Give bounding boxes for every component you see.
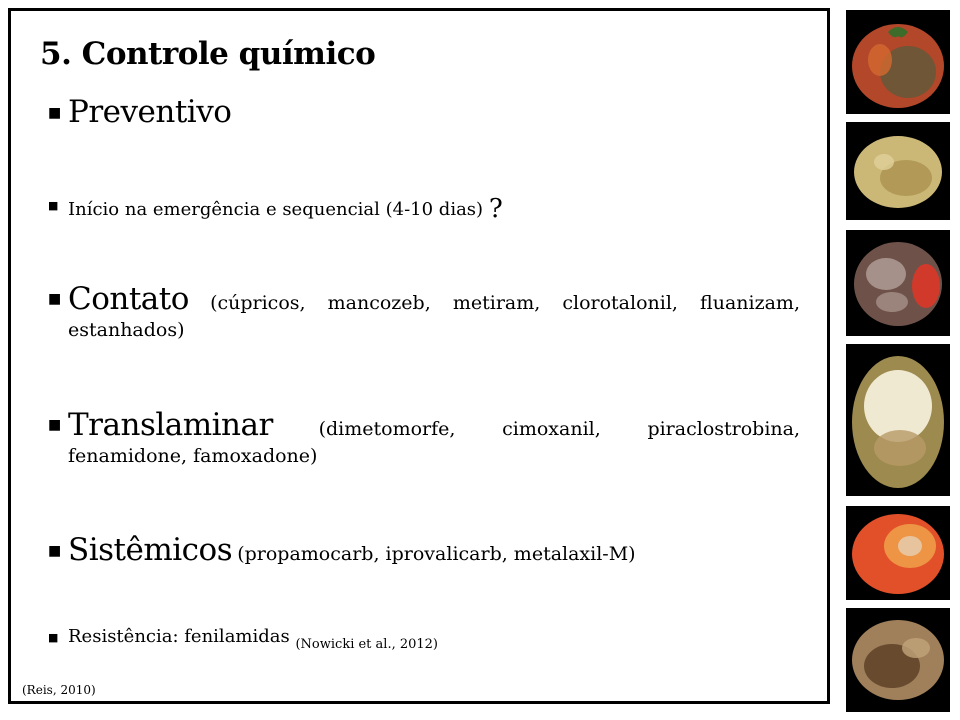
potato-lesion-photo xyxy=(846,344,950,496)
bullet-label xyxy=(68,280,800,343)
bullet-label xyxy=(68,406,800,469)
bullet-translaminar xyxy=(48,406,800,469)
contato-list: (cúpricos, mancozeb, metiram, clorotalonil, fluanizam, estanhados) xyxy=(68,292,800,341)
translaminar-heading: Translaminar xyxy=(68,407,273,443)
bullet-square-icon: ■ xyxy=(48,199,59,212)
sistemicos-list: (propamocarb, iprovalicarb, metalaxil-M) xyxy=(237,543,636,565)
bullet-label xyxy=(68,194,800,224)
bullet-resistencia xyxy=(48,626,800,652)
translaminar-list: (dimetomorfe, cimoxanil, piraclostrobina, fenamidone, famoxadone) xyxy=(68,418,801,467)
potato-tuber-photo xyxy=(846,122,950,220)
footer-reference: (Reis, 2010) xyxy=(22,683,96,697)
bullet-square-icon: ■ xyxy=(48,417,62,433)
resistencia-reference: (Nowicki et al., 2012) xyxy=(295,637,439,652)
bullet-label xyxy=(68,532,800,568)
bullet-sistemicos xyxy=(48,532,800,568)
bullet-square-icon: ■ xyxy=(48,105,62,121)
bullet-contato xyxy=(48,280,800,343)
rotten-tomato-photo xyxy=(846,230,950,336)
bullet-square-icon: ■ xyxy=(48,543,62,559)
bullet-square-icon: ■ xyxy=(48,291,62,307)
contato-heading: Contato xyxy=(68,281,189,317)
dark-potato-photo xyxy=(846,608,950,712)
bullet-label: Preventivo xyxy=(68,94,232,130)
bullet-square-icon: ■ xyxy=(48,631,59,644)
bullet-label xyxy=(68,626,800,652)
orange-tomato-photo xyxy=(846,506,950,600)
bullet-inicio xyxy=(48,194,800,224)
resistencia-text: Resistência: fenilamidas xyxy=(68,626,290,647)
slide-title: 5. Controle químico xyxy=(40,36,376,72)
question-mark: ? xyxy=(488,194,503,224)
tomato-blight-photo xyxy=(846,10,950,114)
inicio-text: Início na emergência e sequencial (4-10 dias) xyxy=(68,199,484,220)
bullet-preventivo xyxy=(48,94,800,130)
sistemicos-heading: Sistêmicos xyxy=(68,532,233,568)
